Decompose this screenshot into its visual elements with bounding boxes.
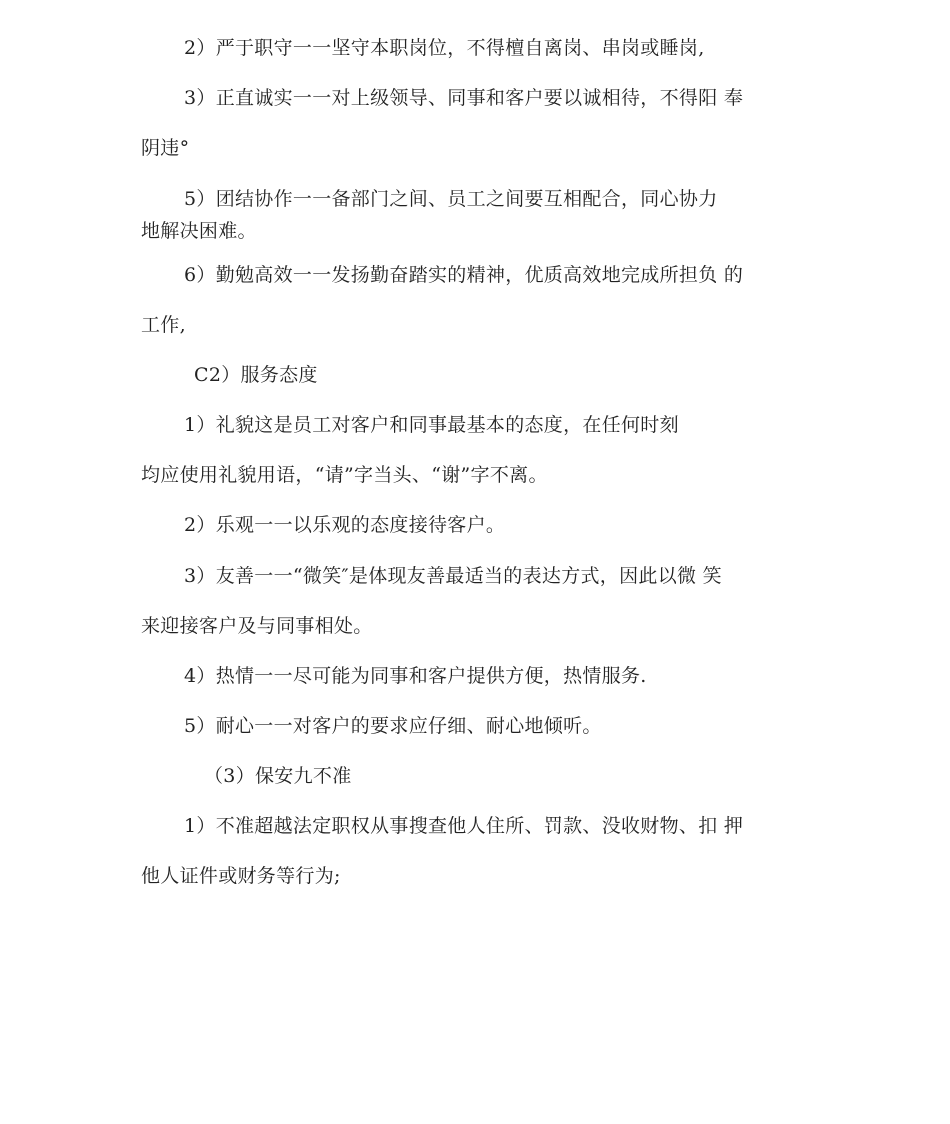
paragraph-line: 工作, [141, 314, 186, 336]
paragraph-line: 1）礼貌这是员工对客户和同事最基本的态度，在任何时刻 [184, 414, 679, 436]
paragraph-line: 他人证件或财务等行为; [141, 865, 341, 887]
paragraph-line: 阴违° [141, 137, 190, 159]
paragraph-line: 3）友善一一“微笑″是体现友善最适当的表达方式，因此以微 笑 [184, 565, 722, 587]
paragraph-line: 3）正直诚实一一对上级领导、同事和客户要以诚相待，不得阳 奉 [184, 87, 744, 109]
section-heading: C2）服务态度 [194, 364, 318, 386]
paragraph-line: 2）严于职守一一坚守本职岗位，不得檀自离岗、串岗或睡岗, [184, 37, 705, 59]
paragraph-line: 地解决困难。 [141, 220, 257, 242]
paragraph-line: 4）热情一一尽可能为同事和客户提供方便，热情服务. [184, 665, 647, 687]
paragraph-line: 均应使用礼貌用语，“请”字当头、“谢”字不离。 [141, 464, 548, 486]
paragraph-line: 5）团结协作一一备部门之间、员工之间要互相配合，同心协力 [184, 188, 718, 210]
section-heading: （3）保安九不准 [204, 765, 352, 787]
paragraph-line: 1）不准超越法定职权从事搜查他人住所、罚款、没收财物、扣 押 [184, 815, 744, 837]
paragraph-line: 5）耐心一一对客户的要求应仔细、耐心地倾听。 [184, 715, 602, 737]
paragraph-line: 2）乐观一一以乐观的态度接待客户。 [184, 514, 506, 536]
paragraph-line: 来迎接客户及与同事相处。 [141, 615, 373, 637]
paragraph-line: 6）勤勉高效一一发扬勤奋踏实的精神，优质高效地完成所担负 的 [184, 264, 744, 286]
